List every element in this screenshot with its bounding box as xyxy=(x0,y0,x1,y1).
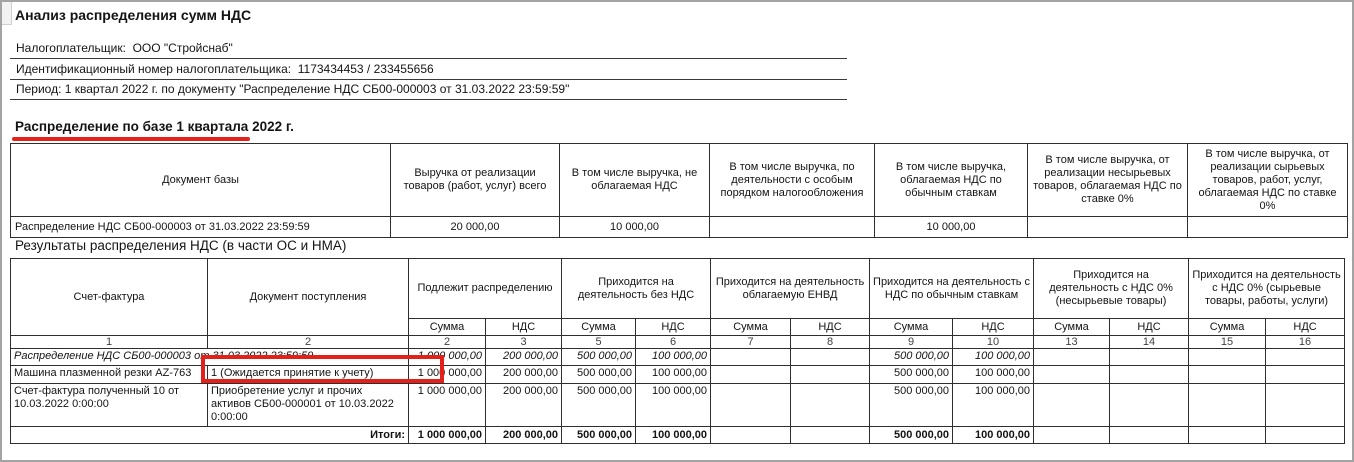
column-header-revenue-noncommodity-0: В том числе выручка, от реализации несырьевых товаров, облагаемая НДС по ставке 0% xyxy=(1028,144,1188,217)
results-header-row xyxy=(11,259,1345,319)
column-number: 16 xyxy=(1266,336,1345,349)
receipt-doc-cell[interactable]: Приобретение услуг и прочих активов СБ00-000001 от 10.03.2022 0:00:00 xyxy=(208,384,409,427)
value-cell[interactable]: 1 000 000,00 xyxy=(409,366,486,384)
sum-header: Сумма xyxy=(1189,319,1266,336)
column-number: 2 xyxy=(208,336,409,349)
column-number: 3 xyxy=(486,336,562,349)
vat-header: НДС xyxy=(791,319,870,336)
column-number: 9 xyxy=(870,336,953,349)
column-header-receipt-doc: Документ поступления xyxy=(208,259,409,336)
value-cell[interactable] xyxy=(1266,366,1345,384)
group-header-envd: Приходится на деятельность облагаемую ЕНВД xyxy=(711,259,870,319)
value-cell[interactable] xyxy=(1028,217,1188,238)
value-cell[interactable]: 10 000,00 xyxy=(875,217,1028,238)
vat-header: НДС xyxy=(636,319,711,336)
column-header-revenue-no-vat: В том числе выручка, не облагаемая НДС xyxy=(560,144,710,217)
value-cell[interactable] xyxy=(791,366,870,384)
column-header-revenue-commodity-0: В том числе выручка, от реализации сырьевых товаров, работ, услуг, облагаемая НДС по ставке 0% xyxy=(1188,144,1348,217)
column-header-document-base: Документ базы xyxy=(11,144,391,217)
value-cell[interactable]: 500 000,00 xyxy=(562,349,636,366)
invoice-cell[interactable]: Машина плазменной резки AZ-763 xyxy=(11,366,208,384)
base-document-cell[interactable]: Распределение НДС СБ00-000003 от 31.03.2022 23:59:59 xyxy=(11,217,391,238)
total-cell[interactable]: 100 000,00 xyxy=(636,427,711,444)
column-header-revenue-special: В том числе выручка, по деятельности с особым порядком налогообложения xyxy=(710,144,875,217)
invoice-cell[interactable]: Счет-фактура полученный 10 от 10.03.2022 0:00:00 xyxy=(11,384,208,427)
value-cell[interactable] xyxy=(1034,384,1110,427)
red-highlight-box-annotation xyxy=(201,355,444,383)
value-cell[interactable]: 100 000,00 xyxy=(953,384,1034,427)
total-cell[interactable] xyxy=(1110,427,1189,444)
column-numbers-row xyxy=(11,336,1345,349)
value-cell[interactable] xyxy=(711,349,791,366)
value-cell[interactable]: 200 000,00 xyxy=(486,349,562,366)
sum-header: Сумма xyxy=(409,319,486,336)
total-cell[interactable]: 500 000,00 xyxy=(562,427,636,444)
value-cell[interactable] xyxy=(711,384,791,427)
value-cell[interactable] xyxy=(1189,366,1266,384)
total-cell[interactable] xyxy=(711,427,791,444)
base-table xyxy=(10,143,1348,238)
total-cell[interactable]: 500 000,00 xyxy=(870,427,953,444)
value-cell[interactable]: 500 000,00 xyxy=(870,384,953,427)
value-cell[interactable]: 500 000,00 xyxy=(562,366,636,384)
value-cell[interactable] xyxy=(1188,217,1348,238)
totals-label: Итоги: xyxy=(11,427,409,444)
value-cell[interactable]: 100 000,00 xyxy=(636,349,711,366)
base-table-row xyxy=(11,217,1348,238)
group-label-cell[interactable]: Распределение НДС СБ00-000003 от 31.03.2022 23:59:59 xyxy=(11,349,409,366)
value-cell[interactable]: 1 000 000,00 xyxy=(409,384,486,427)
value-cell[interactable]: 500 000,00 xyxy=(870,349,953,366)
inn-line: Идентификационный номер налогоплательщика: 1173434453 / 233455656 xyxy=(10,61,847,80)
sum-header: Сумма xyxy=(870,319,953,336)
column-number: 2 xyxy=(409,336,486,349)
value-cell[interactable] xyxy=(1110,384,1189,427)
spreadsheet-corner-cell xyxy=(2,2,12,25)
value-cell[interactable]: 200 000,00 xyxy=(486,384,562,427)
group-header-0-commodity: Приходится на деятельность с НДС 0% (сырьевые товары, работы, услуги) xyxy=(1189,259,1345,319)
period-line: Период: 1 квартал 2022 г. по документу "Распределение НДС СБ00-000003 от 31.03.2022 23:59:59" xyxy=(10,81,847,100)
vat-header: НДС xyxy=(953,319,1034,336)
vat-header: НДС xyxy=(1110,319,1189,336)
total-cell[interactable]: 200 000,00 xyxy=(486,427,562,444)
column-header-revenue-total: Выручка от реализации товаров (работ, услуг) всего xyxy=(391,144,560,217)
value-cell[interactable]: 20 000,00 xyxy=(391,217,560,238)
sum-header: Сумма xyxy=(1034,319,1110,336)
value-cell[interactable] xyxy=(1034,366,1110,384)
value-cell[interactable] xyxy=(791,384,870,427)
column-number: 15 xyxy=(1189,336,1266,349)
value-cell[interactable] xyxy=(1034,349,1110,366)
red-underline-annotation xyxy=(12,137,250,141)
value-cell[interactable]: 100 000,00 xyxy=(953,366,1034,384)
column-number: 6 xyxy=(636,336,711,349)
results-table xyxy=(10,258,1345,444)
total-cell[interactable]: 1 000 000,00 xyxy=(409,427,486,444)
group-header-no-vat: Приходится на деятельность без НДС xyxy=(562,259,711,319)
report-title: Анализ распределения сумм НДС xyxy=(15,7,252,23)
value-cell[interactable]: 200 000,00 xyxy=(486,366,562,384)
column-header-revenue-normal-rates: В том числе выручка, облагаемая НДС по обычным ставкам xyxy=(875,144,1028,217)
base-section-title: Распределение по базе 1 квартала 2022 г. xyxy=(15,119,294,134)
column-number: 8 xyxy=(791,336,870,349)
sum-header: Сумма xyxy=(711,319,791,336)
value-cell[interactable]: 100 000,00 xyxy=(636,384,711,427)
sum-header: Сумма xyxy=(562,319,636,336)
vat-header: НДС xyxy=(1266,319,1345,336)
vat-header: НДС xyxy=(486,319,562,336)
value-cell[interactable]: 100 000,00 xyxy=(953,349,1034,366)
value-cell[interactable] xyxy=(1189,384,1266,427)
group-header-to-distribute: Подлежит распределению xyxy=(409,259,562,319)
value-cell[interactable] xyxy=(711,366,791,384)
invoice-row xyxy=(11,384,1345,427)
value-cell[interactable]: 1 000 000,00 xyxy=(409,349,486,366)
value-cell[interactable] xyxy=(1266,349,1345,366)
group-header-0-noncommodity: Приходится на деятельность с НДС 0% (несырьевые товары) xyxy=(1034,259,1189,319)
total-cell[interactable] xyxy=(1034,427,1110,444)
value-cell[interactable]: 500 000,00 xyxy=(870,366,953,384)
value-cell[interactable]: 500 000,00 xyxy=(562,384,636,427)
total-cell[interactable] xyxy=(1266,427,1345,444)
value-cell[interactable] xyxy=(1189,349,1266,366)
column-number: 7 xyxy=(711,336,791,349)
value-cell[interactable] xyxy=(1110,366,1189,384)
column-number: 13 xyxy=(1034,336,1110,349)
value-cell[interactable] xyxy=(710,217,875,238)
value-cell[interactable] xyxy=(1110,349,1189,366)
total-cell[interactable]: 100 000,00 xyxy=(953,427,1034,444)
column-number: 14 xyxy=(1110,336,1189,349)
column-header-invoice: Счет-фактура xyxy=(11,259,208,336)
value-cell[interactable] xyxy=(791,349,870,366)
receipt-doc-cell-highlighted[interactable]: 1 (Ожидается принятие к учету) xyxy=(208,366,409,384)
value-cell[interactable]: 100 000,00 xyxy=(636,366,711,384)
total-cell[interactable] xyxy=(791,427,870,444)
column-number: 10 xyxy=(953,336,1034,349)
column-number: 5 xyxy=(562,336,636,349)
value-cell[interactable] xyxy=(1266,384,1345,427)
results-section-title: Результаты распределения НДС (в части ОС и НМА) xyxy=(15,238,347,253)
column-number: 1 xyxy=(11,336,208,349)
total-cell[interactable] xyxy=(1189,427,1266,444)
totals-row xyxy=(11,427,1345,444)
base-table-header-row xyxy=(11,144,1348,217)
taxpayer-line: Налогоплательщик: ООО "Стройснаб" xyxy=(10,40,847,59)
value-cell[interactable]: 10 000,00 xyxy=(560,217,710,238)
group-header-normal-rates: Приходится на деятельность с НДС по обычным ставкам xyxy=(870,259,1034,319)
